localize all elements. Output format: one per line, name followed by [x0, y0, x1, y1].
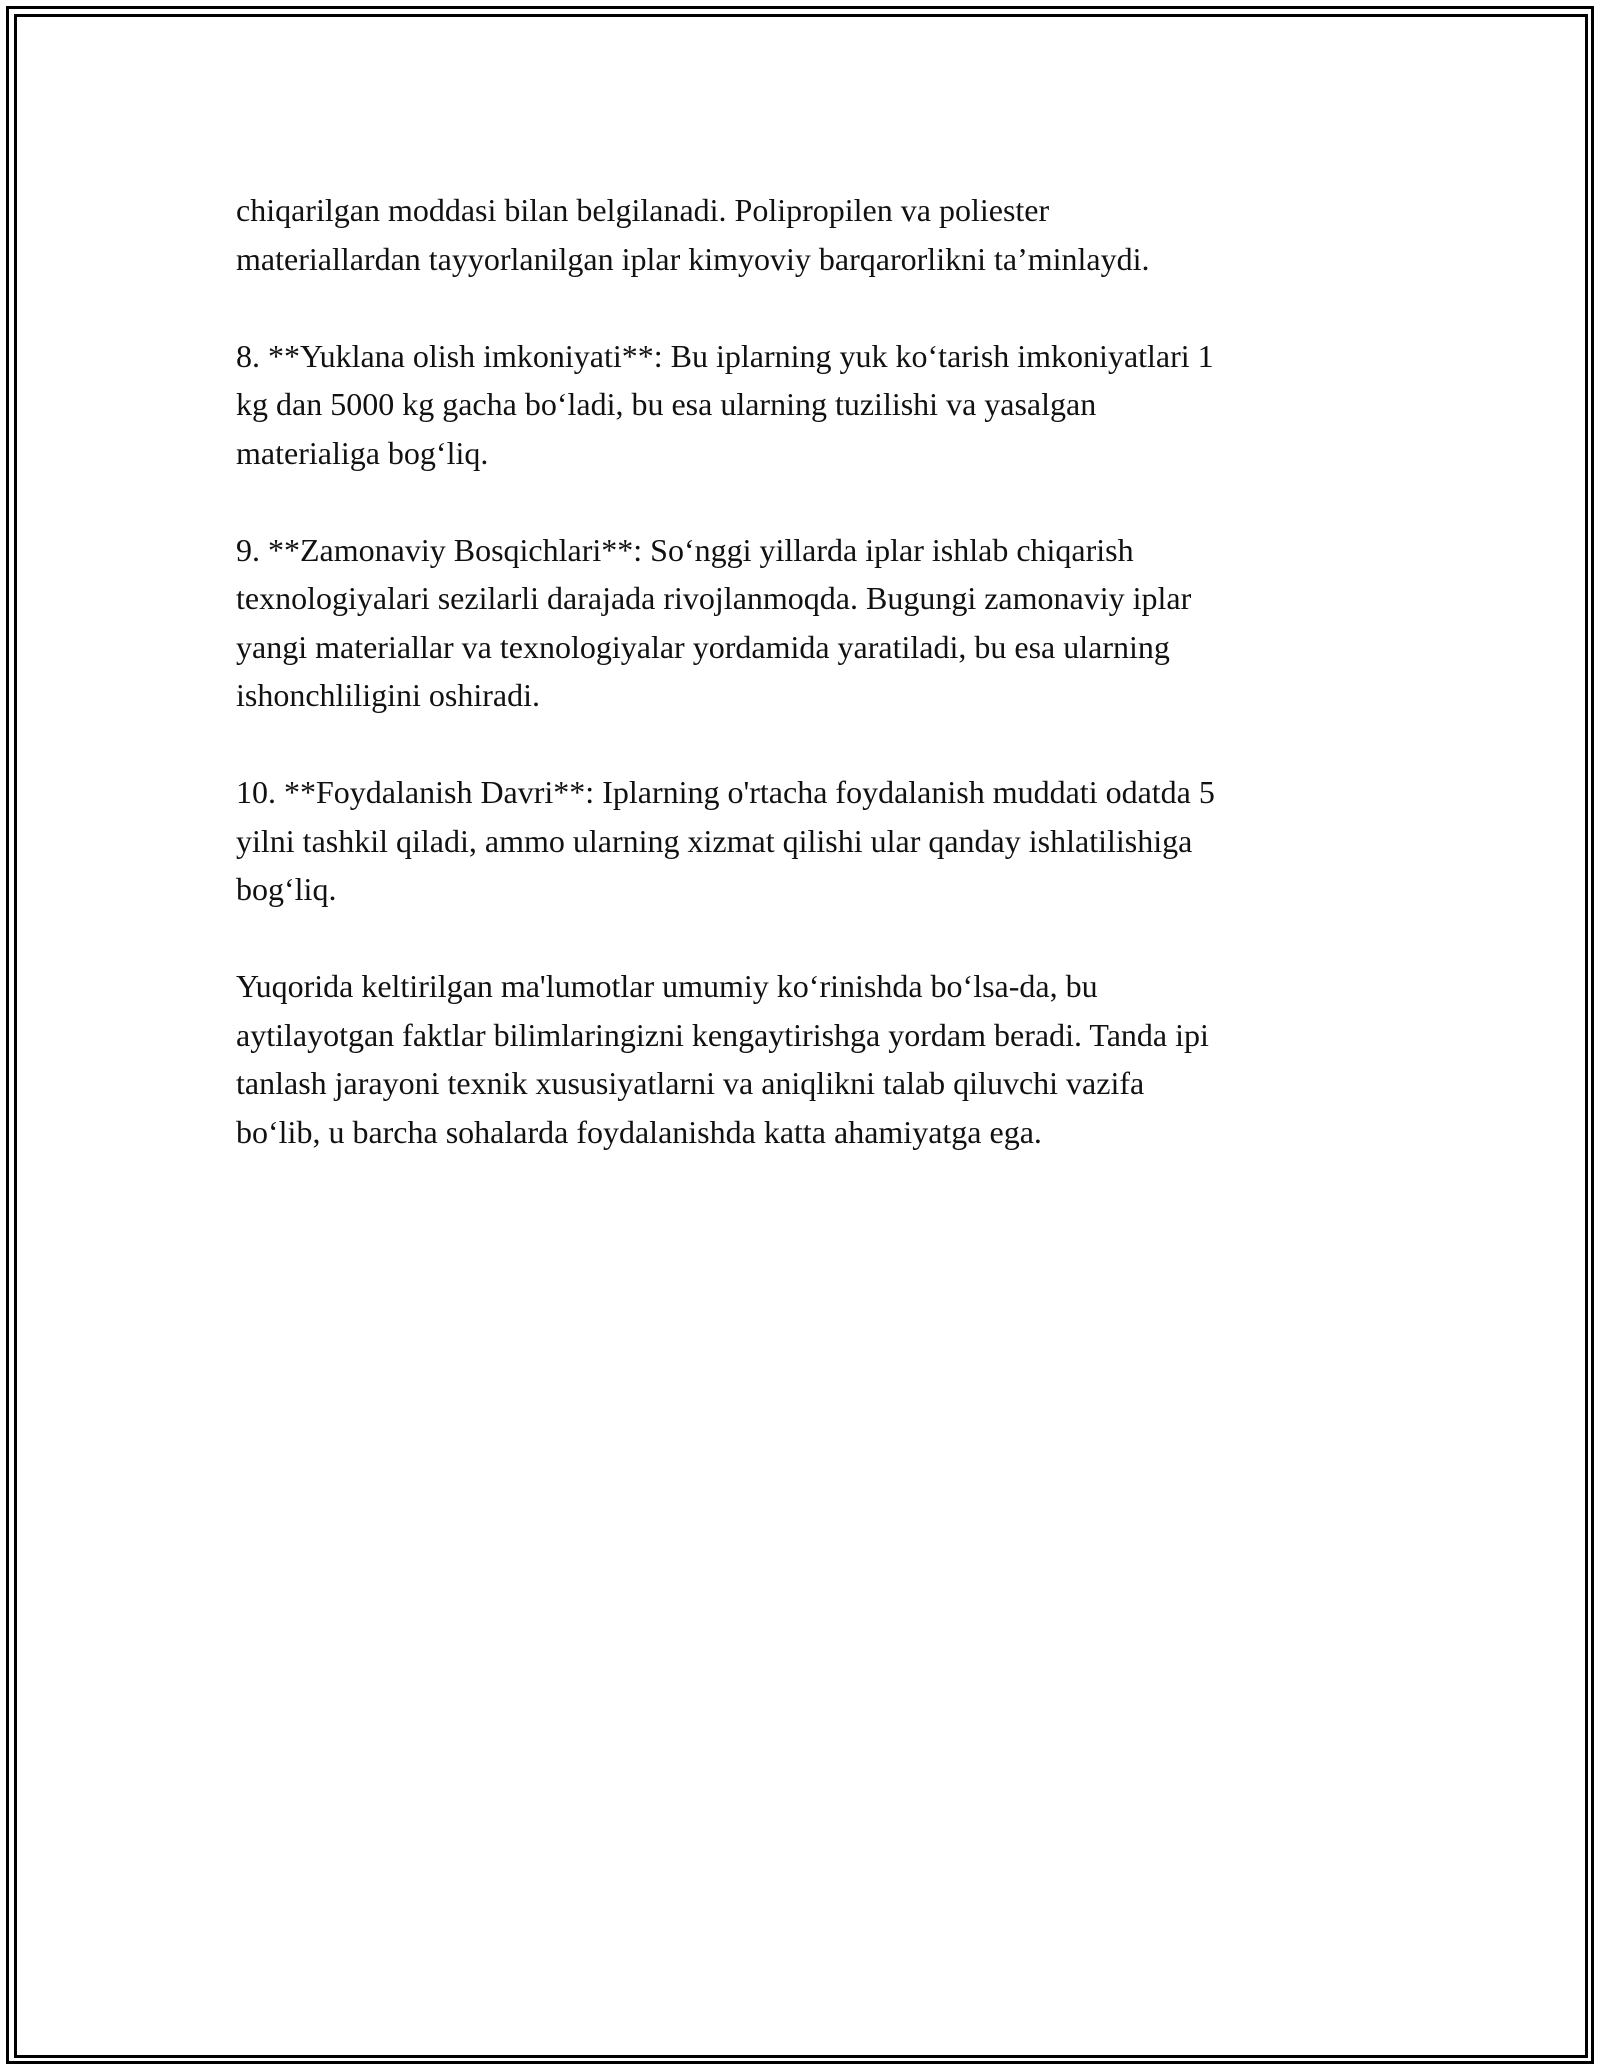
paragraph-item-8: 8. **Yuklana olish imkoniyati**: Bu iplarning yuk ko‘tarish imkoniyatlari 1 kg dan 5000 kg gacha bo‘ladi, bu esa ularning tuzilishi va yasalgan materialiga bog‘liq.	[236, 337, 1214, 471]
paragraph-item-10: 10. **Foydalanish Davri**: Iplarning o'rtacha foydalanish muddati odatda 5 yilni tashkil qiladi, ammo ularning xizmat qilishi ular qanday ishlatilishiga bog‘liq.	[236, 774, 1215, 907]
paragraph-intro: chiqarilgan moddasi bilan belgilanadi. Polipropilen va poliester materiallardan tayyorlanilgan iplar kimyoviy barqarorlikni ta’minlaydi.	[236, 192, 1150, 277]
document-body	[236, 186, 1376, 1205]
paragraph-conclusion: Yuqorida keltirilgan ma'lumotlar umumiy ko‘rinishda bo‘lsa-da, bu aytilayotgan faktlar bilimlaringizni kengaytirishga yordam beradi. Tanda ipi tanlash jarayoni texnik xususiyatlarni va aniqlikni talab qiluvchi vazifa bo‘lib, u barcha sohalarda foydalanishda katta ahamiyatga ega.	[236, 968, 1209, 1150]
paragraph-item-9: 9. **Zamonaviy Bosqichlari**: So‘nggi yillarda iplar ishlab chiqarish texnologiyalari sezilarli darajada rivojlanmoqda. Bugungi zamonaviy iplar yangi materiallar va texnologiyalar yordamida yaratiladi, bu esa ularning ishonchliligini oshiradi.	[236, 531, 1192, 713]
